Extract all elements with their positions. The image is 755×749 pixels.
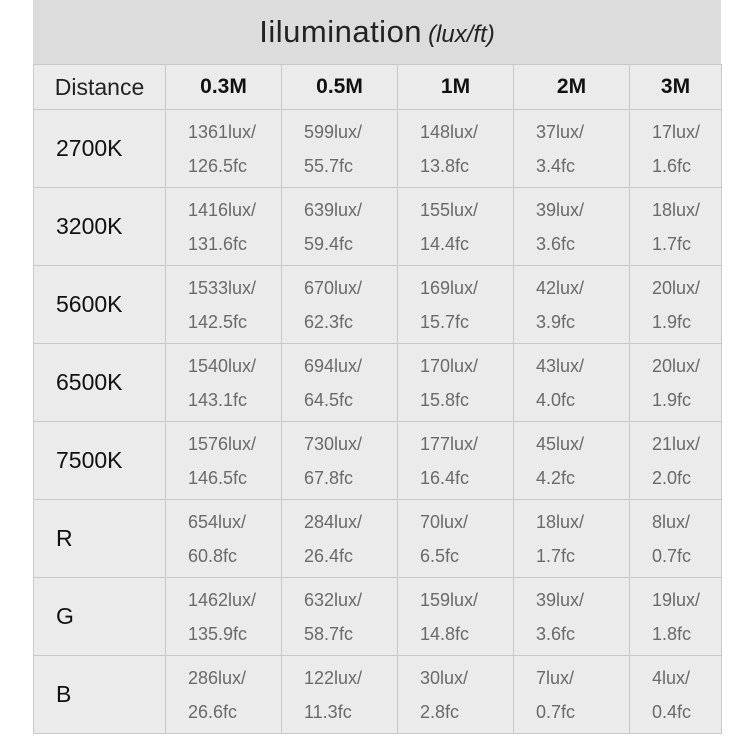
row-label: R: [34, 500, 166, 578]
fc-value: 142.5fc: [188, 311, 248, 332]
distance-header: Distance: [34, 65, 166, 110]
fc-value: 55.7fc: [304, 155, 354, 176]
table-cell: [630, 188, 722, 266]
fc-value: 16.4fc: [420, 467, 470, 488]
column-header: 0.5M: [282, 65, 398, 110]
table-row: [34, 500, 722, 578]
table-cell: [514, 266, 630, 344]
table-cell: [282, 266, 398, 344]
lux-value: 17lux/: [652, 121, 701, 142]
table-cell: [282, 344, 398, 422]
fc-value: 1.6fc: [652, 155, 692, 176]
lux-value: 1540lux/: [188, 355, 257, 376]
column-header: 3M: [630, 65, 722, 110]
fc-value: 3.6fc: [536, 623, 576, 644]
table-cell: [514, 500, 630, 578]
table-cell: [398, 578, 514, 656]
table-cell: [166, 266, 282, 344]
table-cell: [514, 422, 630, 500]
header-row: [34, 65, 722, 110]
fc-value: 59.4fc: [304, 233, 354, 254]
fc-value: 146.5fc: [188, 467, 248, 488]
table-cell: [398, 188, 514, 266]
lux-value: 670lux/: [304, 277, 363, 298]
fc-value: 2.0fc: [652, 467, 692, 488]
fc-value: 131.6fc: [188, 233, 248, 254]
lux-value: 20lux/: [652, 355, 701, 376]
column-header: 2M: [514, 65, 630, 110]
lux-value: 1416lux/: [188, 199, 257, 220]
row-label: 7500K: [34, 422, 166, 500]
row-label: 2700K: [34, 110, 166, 188]
fc-value: 1.9fc: [652, 389, 692, 410]
lux-value: 1361lux/: [188, 121, 257, 142]
lux-value: 42lux/: [536, 277, 585, 298]
table-cell: [398, 266, 514, 344]
fc-value: 64.5fc: [304, 389, 354, 410]
lux-value: 1533lux/: [188, 277, 257, 298]
fc-value: 58.7fc: [304, 623, 354, 644]
lux-value: 1462lux/: [188, 589, 257, 610]
table-cell: [398, 656, 514, 734]
row-label: 3200K: [34, 188, 166, 266]
fc-value: 3.4fc: [536, 155, 576, 176]
fc-value: 6.5fc: [420, 545, 460, 566]
lux-value: 43lux/: [536, 355, 585, 376]
fc-value: 3.9fc: [536, 311, 576, 332]
table-cell: [630, 344, 722, 422]
table-cell: [398, 110, 514, 188]
table-cell: [630, 266, 722, 344]
table-row: [34, 344, 722, 422]
lux-value: 694lux/: [304, 355, 363, 376]
lux-value: 122lux/: [304, 667, 363, 688]
table-row: [34, 110, 722, 188]
lux-value: 654lux/: [188, 511, 247, 532]
table-cell: [166, 578, 282, 656]
lux-value: 39lux/: [536, 589, 585, 610]
table-cell: [166, 656, 282, 734]
table-cell: [166, 344, 282, 422]
row-label: 5600K: [34, 266, 166, 344]
table-cell: [282, 578, 398, 656]
fc-value: 0.7fc: [536, 701, 576, 722]
fc-value: 135.9fc: [188, 623, 248, 644]
lux-value: 70lux/: [420, 511, 469, 532]
fc-value: 15.7fc: [420, 311, 470, 332]
table-title: [33, 0, 721, 64]
fc-value: 2.8fc: [420, 701, 460, 722]
table-cell: [166, 500, 282, 578]
table-cell: [514, 578, 630, 656]
fc-value: 1.8fc: [652, 623, 692, 644]
table-cell: [514, 188, 630, 266]
table-row: [34, 266, 722, 344]
fc-value: 3.6fc: [536, 233, 576, 254]
table-cell: [166, 188, 282, 266]
fc-value: 4.2fc: [536, 467, 576, 488]
lux-value: 632lux/: [304, 589, 363, 610]
lux-value: 7lux/: [536, 667, 575, 688]
table-cell: [630, 500, 722, 578]
table-cell: [630, 656, 722, 734]
fc-value: 1.7fc: [652, 233, 692, 254]
lux-value: 37lux/: [536, 121, 585, 142]
lux-value: 639lux/: [304, 199, 363, 220]
fc-value: 67.8fc: [304, 467, 354, 488]
title-unit: (lux/ft): [428, 21, 495, 48]
lux-value: 18lux/: [652, 199, 701, 220]
lux-value: 45lux/: [536, 433, 585, 454]
column-header: 1M: [398, 65, 514, 110]
fc-value: 0.4fc: [652, 701, 692, 722]
table-cell: [630, 422, 722, 500]
fc-value: 60.8fc: [188, 545, 238, 566]
table-cell: [514, 110, 630, 188]
row-label: B: [34, 656, 166, 734]
table-cell: [282, 110, 398, 188]
lux-value: 730lux/: [304, 433, 363, 454]
lux-value: 18lux/: [536, 511, 585, 532]
lux-value: 19lux/: [652, 589, 701, 610]
fc-value: 62.3fc: [304, 311, 354, 332]
title-text: Iilumination: [259, 14, 423, 49]
fc-value: 1.9fc: [652, 311, 692, 332]
lux-value: 284lux/: [304, 511, 363, 532]
fc-value: 126.5fc: [188, 155, 248, 176]
table-cell: [398, 344, 514, 422]
table-cell: [398, 500, 514, 578]
table-cell: [398, 422, 514, 500]
lux-value: 286lux/: [188, 667, 247, 688]
lux-value: 39lux/: [536, 199, 585, 220]
fc-value: 13.8fc: [420, 155, 470, 176]
table-cell: [514, 344, 630, 422]
fc-value: 15.8fc: [420, 389, 470, 410]
table-cell: [282, 422, 398, 500]
lux-value: 1576lux/: [188, 433, 257, 454]
lux-value: 177lux/: [420, 433, 479, 454]
lux-value: 4lux/: [652, 667, 691, 688]
fc-value: 26.4fc: [304, 545, 354, 566]
table-row: [34, 422, 722, 500]
fc-value: 1.7fc: [536, 545, 576, 566]
fc-value: 0.7fc: [652, 545, 692, 566]
lux-value: 21lux/: [652, 433, 701, 454]
lux-value: 30lux/: [420, 667, 469, 688]
table-cell: [630, 110, 722, 188]
lux-value: 155lux/: [420, 199, 479, 220]
lux-value: 148lux/: [420, 121, 479, 142]
table-cell: [282, 500, 398, 578]
illumination-table: [33, 64, 722, 734]
row-label: G: [34, 578, 166, 656]
table-cell: [166, 422, 282, 500]
fc-value: 14.8fc: [420, 623, 470, 644]
table-body: [34, 110, 722, 734]
fc-value: 14.4fc: [420, 233, 470, 254]
lux-value: 169lux/: [420, 277, 479, 298]
table-cell: [166, 110, 282, 188]
fc-value: 4.0fc: [536, 389, 576, 410]
fc-value: 26.6fc: [188, 701, 238, 722]
row-label: 6500K: [34, 344, 166, 422]
table-row: [34, 656, 722, 734]
lux-value: 20lux/: [652, 277, 701, 298]
table-row: [34, 188, 722, 266]
table-cell: [282, 188, 398, 266]
fc-value: 11.3fc: [304, 701, 352, 722]
lux-value: 170lux/: [420, 355, 479, 376]
lux-value: 8lux/: [652, 511, 691, 532]
table-row: [34, 578, 722, 656]
table-cell: [630, 578, 722, 656]
fc-value: 143.1fc: [188, 389, 248, 410]
table-cell: [514, 656, 630, 734]
column-header: 0.3M: [166, 65, 282, 110]
lux-value: 599lux/: [304, 121, 363, 142]
lux-value: 159lux/: [420, 589, 479, 610]
table-cell: [282, 656, 398, 734]
